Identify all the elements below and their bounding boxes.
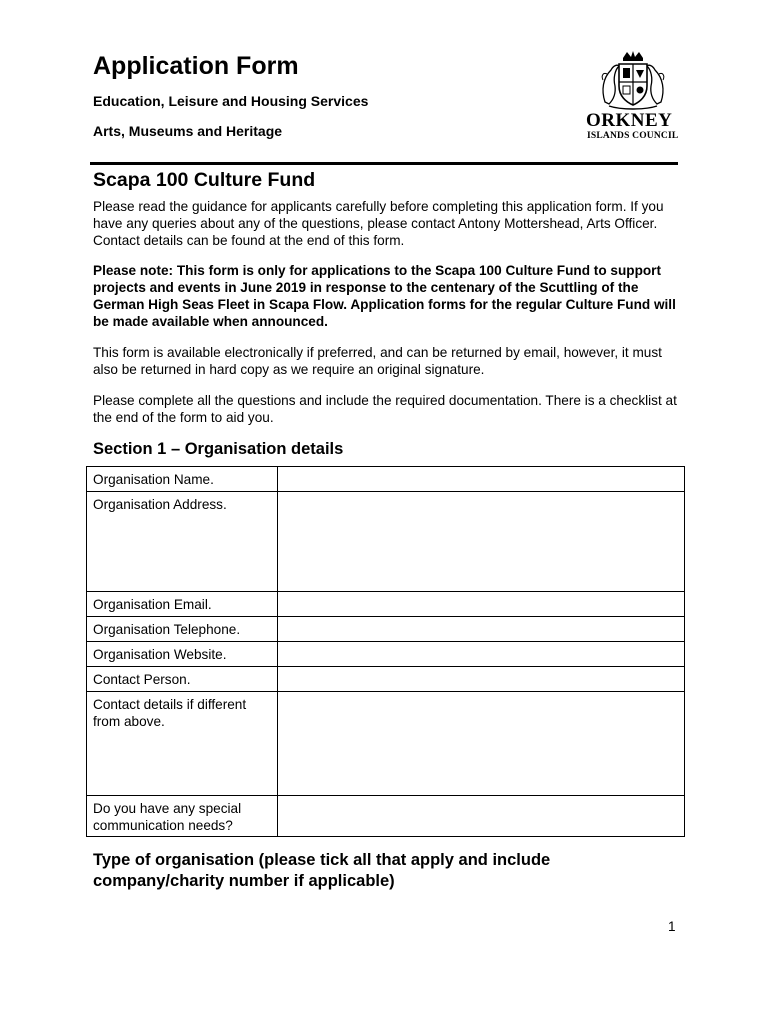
org-telephone-field[interactable] <box>278 617 685 642</box>
communication-needs-label: Do you have any special communication needs? <box>87 796 278 837</box>
header-divider <box>90 162 678 165</box>
table-row <box>87 592 685 617</box>
intro-paragraph: Please read the guidance for applicants carefully before completing this application form. If you have any queries about any of the questions, please contact Antony Mottershead, Arts Officer. Contact details can be found at the end of this form. <box>93 199 664 248</box>
form-title: Application Form <box>93 52 299 80</box>
org-email-label: Organisation Email. <box>87 592 278 617</box>
division-name: Arts, Museums and Heritage <box>93 123 283 139</box>
org-address-field[interactable] <box>278 492 685 592</box>
contact-details-field[interactable] <box>278 692 685 796</box>
coat-of-arms-icon <box>583 50 683 110</box>
org-name-label: Organisation Name. <box>87 467 278 492</box>
org-name-field[interactable] <box>278 467 685 492</box>
contact-person-field[interactable] <box>278 667 685 692</box>
table-row <box>87 692 685 796</box>
organisation-details-table <box>86 466 685 837</box>
table-row <box>87 492 685 592</box>
table-row <box>87 617 685 642</box>
communication-needs-field[interactable] <box>278 796 685 837</box>
page-number: 1 <box>668 919 676 934</box>
org-email-field[interactable] <box>278 592 685 617</box>
section1-heading: Section 1 – Organisation details <box>93 440 344 458</box>
contact-person-label: Contact Person. <box>87 667 278 692</box>
fund-title: Scapa 100 Culture Fund <box>93 169 316 191</box>
electronic-paragraph: This form is available electronically if preferred, and can be returned by email, however, it must also be returned in hard copy as we require an original signature. <box>93 345 662 377</box>
organisation-type-heading: Type of organisation (please tick all that apply and include company/charity number if applicable) <box>93 851 551 890</box>
table-row <box>87 467 685 492</box>
table-row <box>87 796 685 837</box>
org-telephone-label: Organisation Telephone. <box>87 617 278 642</box>
contact-details-label: Contact details if different from above. <box>87 692 278 796</box>
checklist-paragraph: Please complete all the questions and include the required documentation. There is a checklist at the end of the form to aid you. <box>93 393 677 425</box>
org-website-field[interactable] <box>278 642 685 667</box>
org-website-label: Organisation Website. <box>87 642 278 667</box>
logo-wordmark: ORKNEY <box>586 110 673 131</box>
table-row <box>87 642 685 667</box>
logo-subtitle: ISLANDS COUNCIL <box>587 131 679 141</box>
org-address-label: Organisation Address. <box>87 492 278 592</box>
department-name: Education, Leisure and Housing Services <box>93 93 369 109</box>
table-row <box>87 667 685 692</box>
note-paragraph: Please note: This form is only for applications to the Scapa 100 Culture Fund to support projects and events in June 2019 in response to the centenary of the Scuttling of the German High Seas Fleet in Scapa Flow. Application forms for the regular Culture Fund will be made available when announced. <box>93 263 676 329</box>
